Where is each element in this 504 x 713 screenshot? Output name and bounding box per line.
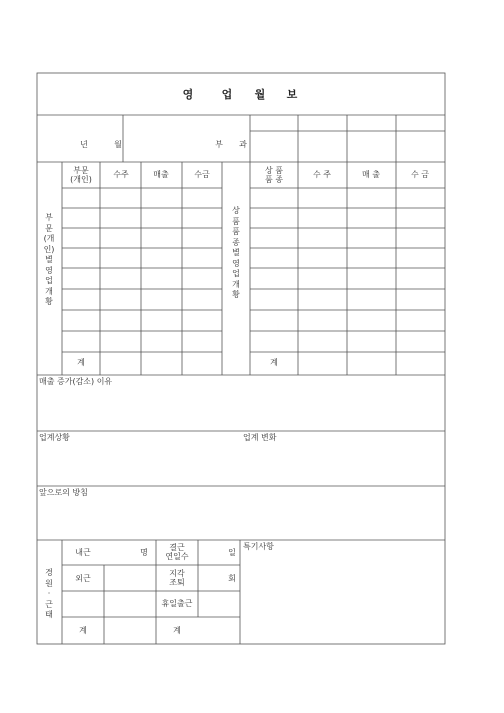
product-overview-side-label: 상품 품종별 영업개황 bbox=[232, 206, 240, 299]
title-char-4: 보 bbox=[286, 88, 298, 101]
right-total-label: 계 bbox=[270, 358, 278, 367]
attendance-side-label: 경원 · 근태 bbox=[45, 568, 53, 619]
holiday-work-label: 휴일출근 bbox=[161, 599, 193, 608]
month-label: 월 bbox=[114, 140, 122, 149]
times-unit-label: 회 bbox=[228, 574, 236, 583]
sales-reason-label: 매출 증가(감소) 이유 bbox=[39, 377, 113, 386]
year-label: 년 bbox=[80, 140, 88, 149]
future-plan-label: 앞으로의 방침 bbox=[39, 488, 88, 497]
late-label-line1: 지각 bbox=[169, 569, 185, 578]
person-unit-label: 명 bbox=[140, 548, 148, 557]
industry-change-label: 업계 변화 bbox=[243, 433, 277, 442]
col-division-line1: 부문 bbox=[73, 166, 89, 175]
department-label-2: 과 bbox=[239, 140, 247, 149]
special-notes-label: 특기사항 bbox=[243, 542, 274, 551]
col-product-line1: 상 품 bbox=[265, 166, 283, 175]
left-total-label: 계 bbox=[77, 358, 85, 367]
title-char-3: 월 bbox=[254, 88, 266, 101]
title-char-2: 업 bbox=[221, 88, 233, 101]
attendance-total-left: 계 bbox=[79, 626, 87, 635]
late-label-line2: 조퇴 bbox=[169, 578, 185, 587]
division-overview-side-label: 부문(개인)별 영업개황 bbox=[43, 213, 55, 306]
day-unit-label: 일 bbox=[228, 548, 236, 557]
absence-label-line1: 결근 bbox=[169, 543, 185, 552]
internal-label: 내근 bbox=[75, 548, 91, 557]
col-sales: 매출 bbox=[153, 170, 169, 179]
col-collection: 수금 bbox=[194, 170, 210, 179]
title-char-1: 영 bbox=[182, 88, 194, 101]
absence-label-line2: 연일수 bbox=[165, 552, 189, 561]
col-orders-right: 수 주 bbox=[313, 170, 331, 179]
col-orders: 수주 bbox=[113, 170, 129, 179]
col-collection-right: 수 금 bbox=[411, 170, 429, 179]
department-label-1: 부 bbox=[215, 140, 223, 149]
external-label: 외근 bbox=[75, 574, 91, 583]
col-sales-right: 매 출 bbox=[362, 170, 380, 179]
industry-status-label: 업계상황 bbox=[39, 433, 70, 442]
form-border bbox=[37, 73, 445, 644]
attendance-total-right: 계 bbox=[173, 626, 181, 635]
col-product-line2: 품 종 bbox=[265, 175, 283, 184]
col-division-line2: (개인) bbox=[70, 175, 92, 184]
